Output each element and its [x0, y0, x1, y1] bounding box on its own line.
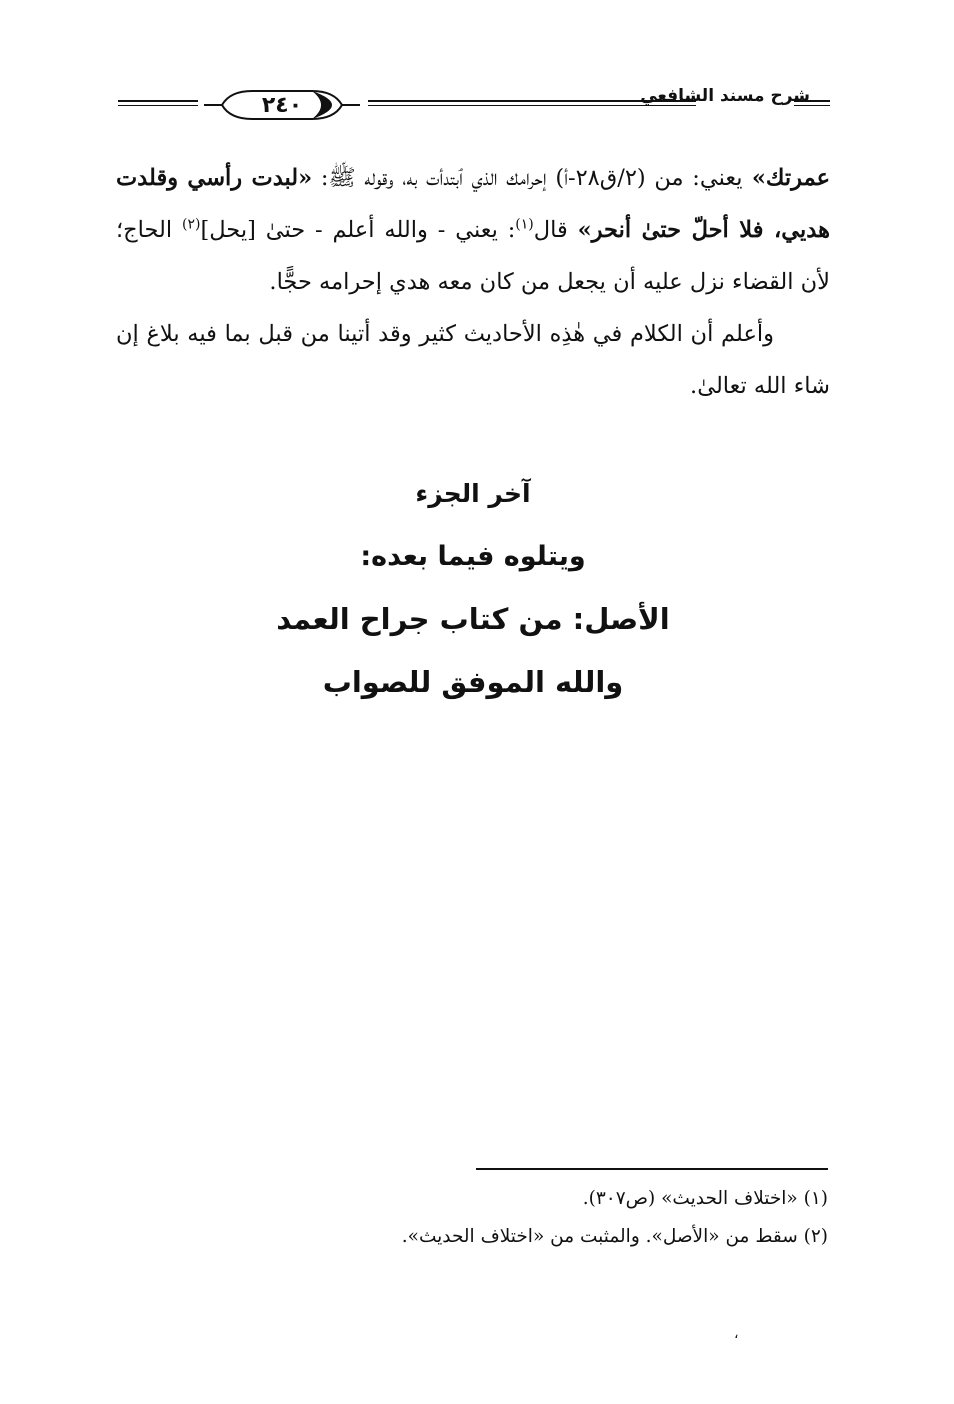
quote-end-segment: عمرتك»	[742, 165, 831, 191]
page-number-badge	[202, 88, 362, 122]
footnote-divider	[476, 1168, 828, 1170]
body-text	[116, 152, 830, 412]
footnote-ref-2[interactable]: (٢)	[182, 216, 201, 233]
closing-section	[116, 462, 830, 714]
header-rule-left	[118, 100, 198, 106]
paragraph-2: وأعلم أن الكلام في هٰذِه الأحاديث كثير وقد أتينا من قبل بما فيه بلاغ إن شاء الله تعالىٰ.	[116, 321, 830, 399]
text-segment: الحاج؛ لأن القضاء نزل عليه أن يجعل من كان معه هدي إحرامه حجًّا.	[116, 217, 830, 295]
closing-line-end-of-part: آخر الجزء	[415, 479, 531, 508]
stray-mark: ،	[734, 1326, 739, 1342]
text-segment: : يعني - والله أعلم - حتىٰ [يحل]	[200, 217, 516, 243]
hadith-quote: «لبدت رأسي وقلدت هديي، فلا أحلّ حتىٰ أنحر»	[116, 165, 830, 243]
footnote-2: (٢) سقط من «الأصل». والمثبت من «اختلاف الحديث».	[401, 1226, 828, 1247]
page-header	[118, 84, 830, 128]
text-segment: قال	[533, 217, 578, 243]
footnotes	[116, 1180, 828, 1256]
paragraph-1	[116, 152, 830, 308]
closing-line-invocation: والله الموفق للصواب	[322, 665, 624, 699]
closing-line-next-chapter: الأصل: من كتاب جراح العمد	[276, 602, 670, 636]
page-number: ٢٤٠	[261, 92, 303, 118]
footnote-ref-1[interactable]: (١)	[515, 216, 534, 233]
footnote-1: (١) «اختلاف الحديث» (ص٣٠٧).	[582, 1188, 828, 1209]
text-segment: يعني: من (٢/ق٢٨-أ) إحرامك الذي ٱبتدأت به، وقوله ﷺ:	[312, 165, 743, 191]
closing-line-followed-by: ويتلوه فيما بعده:	[360, 541, 586, 572]
header-title: شرح مسند الشافعي	[640, 86, 810, 106]
